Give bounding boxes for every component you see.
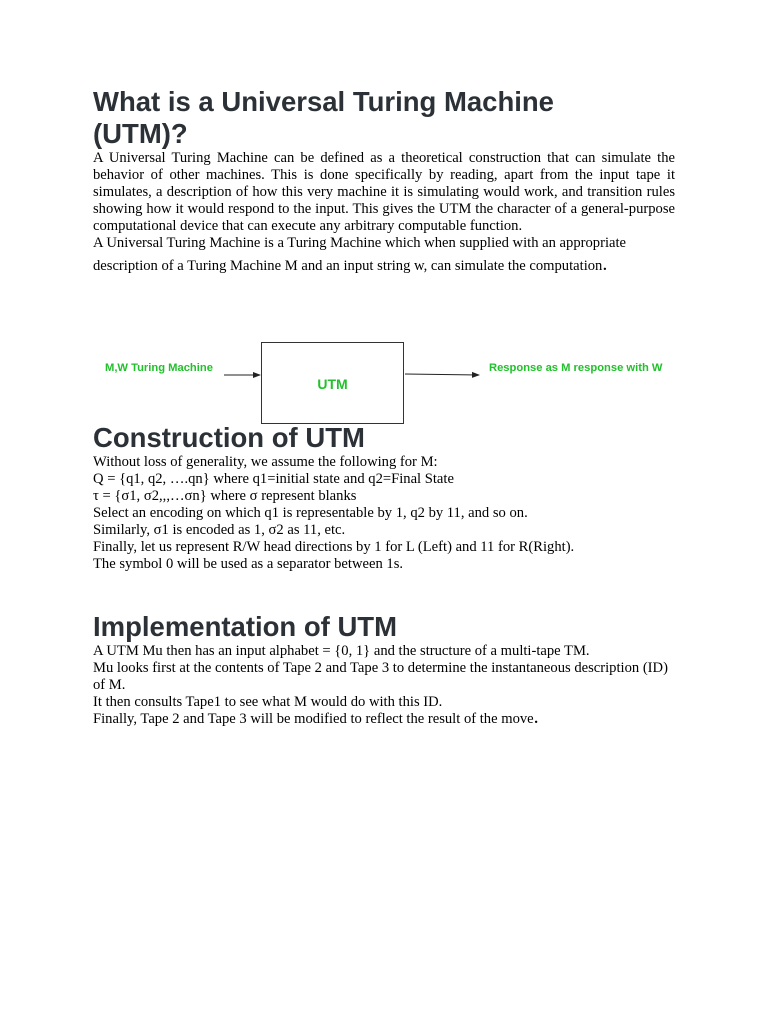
construction-line-5: Similarly, σ1 is encoded as 1, σ2 as 11, etc.	[93, 522, 346, 538]
heading-line-1: What is a Universal Turing Machine	[93, 86, 554, 117]
heading-implementation: Implementation of UTM	[93, 611, 398, 642]
implementation-line-4-text: Finally, Tape 2 and Tape 3 will be modified to reflect the result of the move	[93, 711, 534, 727]
implementation-section	[93, 611, 675, 728]
construction-line-4: Select an encoding on which q1 is representable by 1, q2 by 11, and so on.	[93, 505, 528, 521]
utm-turing-machine-line-1: A Universal Turing Machine is a Turing Machine which when supplied with an appropriate	[93, 235, 627, 251]
construction-line-1: Without loss of generality, we assume the following for M:	[93, 454, 438, 470]
implementation-line-3: It then consults Tape1 to see what M would do with this ID.	[93, 694, 443, 710]
heading-construction: Construction of UTM	[93, 422, 365, 453]
construction-line-3: τ = {σ1, σ2,,,…σn} where σ represent blanks	[93, 488, 357, 504]
period-mark-2: .	[533, 706, 539, 728]
period-mark: .	[602, 253, 608, 275]
implementation-line-4	[93, 706, 675, 728]
utm-diagram	[93, 342, 675, 437]
output-label: Response as M response with W	[489, 362, 663, 374]
construction-section	[93, 422, 675, 573]
construction-line-6: Finally, let us represent R/W head directions by 1 for L (Left) and 11 for R(Right).	[93, 539, 575, 555]
heading-what-is-utm	[93, 86, 675, 150]
utm-definition-paragraph: A Universal Turing Machine can be defined as a theoretical construction that can simulate the behavior of other machines. This is done specifically by reading, apart from the input tape it simulates, a description of how this very machine it is simulating would work, and transition rules showing how it would respond to the input. This gives the UTM the character of a general-purpose computational device that can execute any arbitrary computable function.	[93, 150, 675, 234]
implementation-line-2: Mu looks first at the contents of Tape 2 and Tape 3 to determine the instantaneous description (ID) of M.	[93, 660, 668, 693]
utm-turing-machine-line-2-text: description of a Turing Machine M and an input string w, can simulate the computation	[93, 258, 603, 274]
utm-turing-machine-line-2	[93, 253, 675, 275]
heading-line-2: (UTM)?	[93, 118, 188, 149]
construction-line-2: Q = {q1, q2, ….qn} where q1=initial state and q2=Final State	[93, 471, 454, 487]
utm-box-label: UTM	[317, 376, 348, 392]
input-label: M,W Turing Machine	[105, 362, 213, 374]
construction-line-7: The symbol 0 will be used as a separator between 1s.	[93, 556, 404, 572]
utm-box	[261, 342, 404, 424]
document-page	[93, 86, 675, 728]
implementation-line-1: A UTM Mu then has an input alphabet = {0, 1} and the structure of a multi-tape TM.	[93, 643, 590, 659]
output-arrow	[405, 374, 479, 375]
